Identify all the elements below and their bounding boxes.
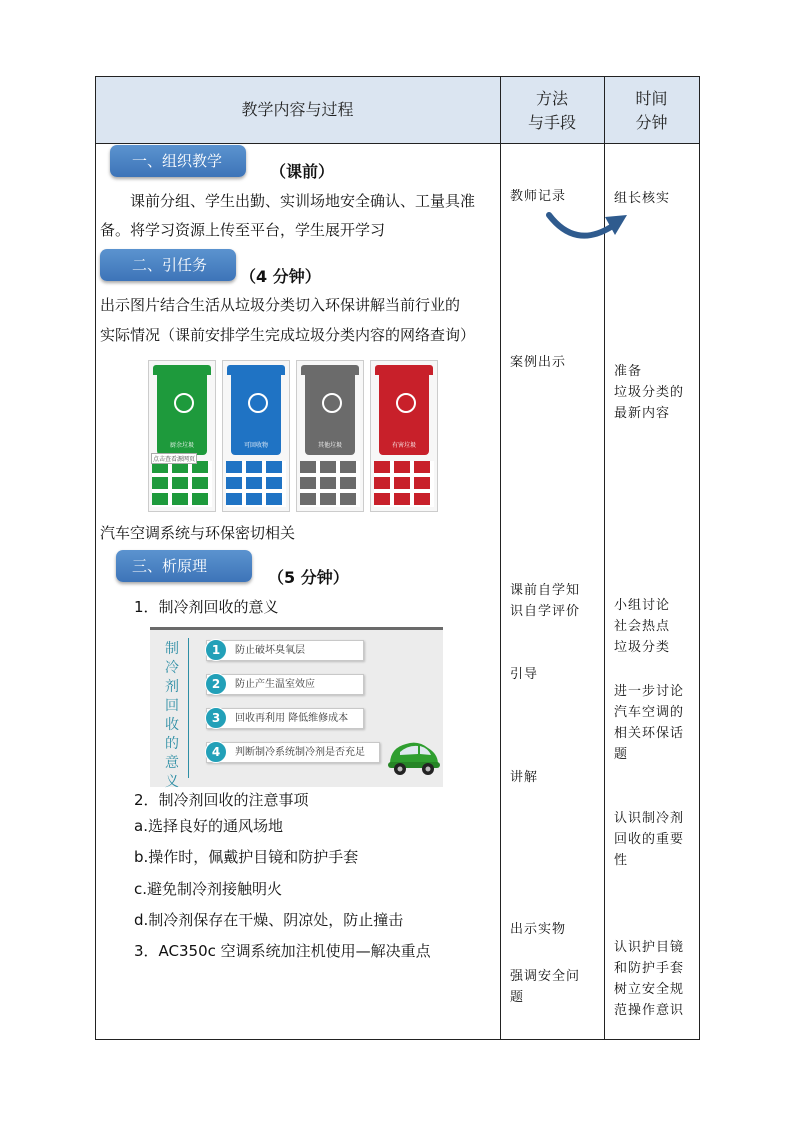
method-7-line1: 强调安全问 [510, 969, 581, 984]
item-2b: b.操作时，佩戴护目镜和防护手套 [134, 848, 359, 866]
item-2a: a.选择良好的通风场地 [134, 817, 283, 835]
time-6-line2: 和防护手套 [614, 961, 685, 976]
method-5: 讲解 [510, 770, 539, 785]
diagram-divider [188, 638, 189, 778]
header-method-line1: 方法 [535, 89, 568, 108]
section-2-label: 二、引任务 [100, 249, 236, 281]
time-4-line4: 题 [614, 747, 629, 762]
bin-body [305, 375, 355, 455]
meaning-item [206, 640, 364, 661]
time-5-line3: 性 [614, 853, 629, 868]
bin-lid [153, 365, 211, 375]
column-divider-1 [500, 76, 501, 1040]
number-badge: 3 [205, 707, 227, 729]
method-7-line2: 题 [510, 990, 525, 1005]
meaning-item [206, 708, 364, 729]
time-2-line3: 最新内容 [614, 406, 671, 421]
method-3-line1: 课前自学知 [510, 583, 581, 598]
method-6: 出示实物 [510, 922, 567, 937]
paragraph-2-line2: 实际情况（课前安排学生完成垃圾分类内容的网络查询） [100, 326, 476, 344]
time-6-line3: 树立安全规 [614, 982, 685, 997]
recycle-icon [248, 393, 268, 413]
bin-body [379, 375, 429, 455]
time-5-line2: 回收的重要 [614, 832, 685, 847]
bin-label: 有害垃圾 [391, 442, 416, 449]
title-char: 义 [165, 774, 179, 790]
method-7 [510, 966, 580, 1008]
meaning-item [206, 674, 364, 695]
bin-body [157, 375, 207, 455]
time-2 [614, 361, 684, 424]
method-4: 引导 [510, 667, 539, 682]
bin-body [231, 375, 281, 455]
number-badge: 1 [205, 639, 227, 661]
method-1: 教师记录 [510, 189, 567, 204]
curved-arrow-icon [545, 205, 635, 247]
bin-symbol-icon [174, 393, 194, 413]
item-2: 2．制冷剂回收的注意事项 [134, 791, 309, 809]
time-5 [614, 808, 684, 871]
section-3-note: （5 分钟） [268, 568, 349, 587]
time-6 [614, 937, 684, 1021]
paragraph-3: 汽车空调系统与环保密切相关 [100, 524, 296, 542]
method-3 [510, 580, 580, 622]
paragraph-1-line2: 备。将学习资源上传至平台，学生展开学习 [100, 221, 386, 239]
title-char: 回 [165, 698, 179, 714]
refrigerant-meaning-diagram [150, 627, 443, 790]
bin-label: 可回收物 [243, 442, 268, 449]
time-2-line2: 垃圾分类的 [614, 385, 685, 400]
number-badge: 4 [205, 741, 227, 763]
time-1: 组长核实 [614, 191, 671, 206]
time-6-line4: 范操作意识 [614, 1003, 685, 1018]
bin-items-grid [300, 461, 360, 507]
section-1-label: 一、组织教学 [110, 145, 246, 177]
time-4-line2: 汽车空调的 [614, 705, 685, 720]
section-1-note: （课前） [270, 162, 335, 181]
paragraph-2-line1: 出示图片结合生活从垃圾分类切入环保讲解当前行业的 [100, 296, 461, 314]
bin-items-grid [226, 461, 286, 507]
header-divider [95, 143, 700, 144]
paragraph-1-line1: 课前分组、学生出勤、实训场地安全确认、工量具准 [130, 192, 476, 210]
meaning-text: 回收再利用 降低维修成本 [235, 713, 349, 724]
meaning-text: 判断制冷系统制冷剂是否充足 [235, 747, 365, 758]
green-car-icon [384, 734, 442, 778]
bin-hazardous [370, 360, 438, 512]
diagram-vertical-title [164, 640, 180, 792]
time-2-line1: 准备 [614, 364, 643, 379]
meaning-item [206, 742, 380, 763]
time-3-line3: 垃圾分类 [614, 640, 671, 655]
item-1: 1．制冷剂回收的意义 [134, 598, 279, 616]
bin-symbol-icon [322, 393, 342, 413]
title-char: 的 [165, 736, 179, 752]
meaning-text: 防止产生温室效应 [235, 679, 315, 690]
title-char: 意 [165, 755, 179, 771]
time-4 [614, 681, 684, 765]
bin-label: 其他垃圾 [317, 442, 342, 449]
method-3-line2: 识自学评价 [510, 604, 581, 619]
time-3-line1: 小组讨论 [614, 598, 671, 613]
title-char: 剂 [165, 679, 179, 695]
bin-recyclable [222, 360, 290, 512]
garbage-bins-image [148, 360, 436, 510]
method-2: 案例出示 [510, 355, 567, 370]
section-2-note: （4 分钟） [240, 267, 321, 286]
bin-kitchen [148, 360, 216, 512]
meaning-text: 防止破坏臭氧层 [235, 645, 305, 656]
section-3-label: 三、析原理 [116, 550, 252, 582]
table-border-bottom [95, 1039, 700, 1040]
time-3 [614, 595, 670, 658]
header-time [604, 87, 699, 135]
time-4-line3: 相关环保话 [614, 726, 685, 741]
title-char: 制 [165, 641, 179, 657]
item-2c: c.避免制冷剂接触明火 [134, 880, 283, 898]
time-5-line1: 认识制冷剂 [614, 811, 685, 826]
time-4-line1: 进一步讨论 [614, 684, 685, 699]
bin-label: 厨余垃圾 [169, 442, 194, 449]
title-char: 收 [165, 717, 179, 733]
hazard-icon [396, 393, 416, 413]
source-tag[interactable]: 点击查看源网页 [151, 453, 197, 464]
header-method-line2: 与手段 [527, 113, 576, 132]
item-2d: d.制冷剂保存在干燥、阴凉处，防止撞击 [134, 911, 404, 929]
bin-items-grid [374, 461, 434, 507]
table-border-left [95, 76, 96, 1040]
time-3-line2: 社会热点 [614, 619, 671, 634]
title-char: 冷 [165, 660, 179, 676]
header-content: 教学内容与过程 [241, 100, 354, 119]
table-border-top [95, 76, 700, 77]
bin-lid [301, 365, 359, 375]
bin-items-grid [152, 461, 212, 507]
number-badge: 2 [205, 673, 227, 695]
time-6-line1: 认识护目镜 [614, 940, 685, 955]
header-time-line2: 分钟 [635, 113, 668, 132]
header-time-line1: 时间 [635, 89, 668, 108]
item-3: 3．AC350c 空调系统加注机使用—解决重点 [134, 942, 431, 960]
header-method [500, 87, 604, 135]
table-border-right [699, 76, 700, 1040]
bin-lid [227, 365, 285, 375]
bin-lid [375, 365, 433, 375]
bin-other [296, 360, 364, 512]
